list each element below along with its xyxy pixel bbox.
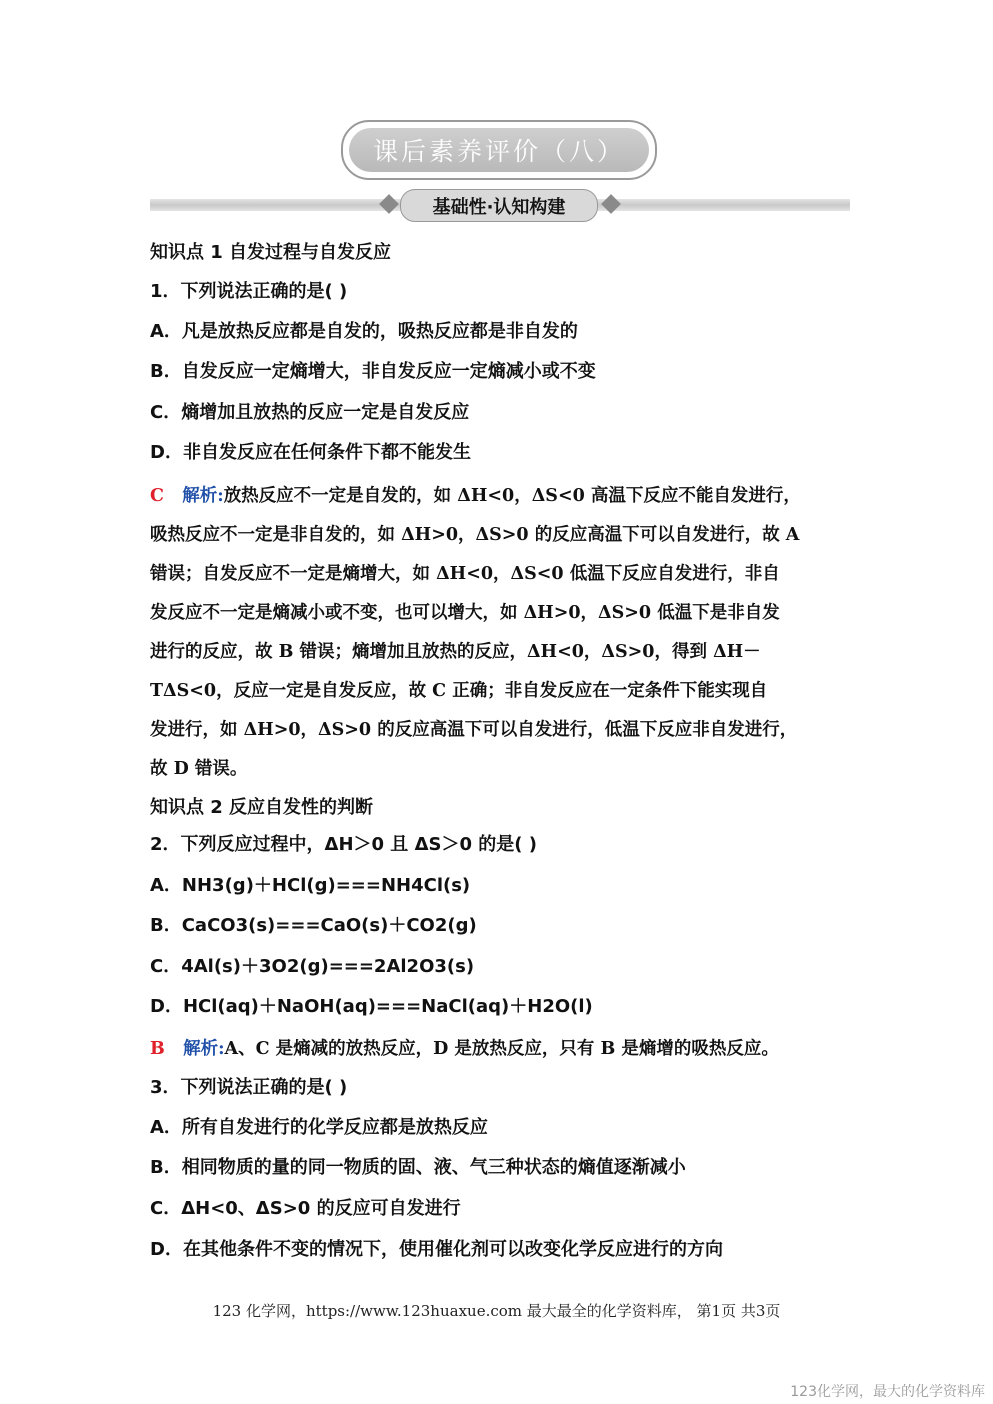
watermark: 123化学网，最大的化学资料库 (790, 1384, 985, 1400)
q3-option-a: A．所有自发进行的化学反应都是放热反应 (150, 1117, 488, 1138)
q1-analysis-label: 解析: (182, 486, 224, 506)
title-plate (349, 128, 649, 172)
q1-analysis-line-3: 错误；自发反应不一定是熵增大，如 ΔH<0，ΔS<0 低温下反应自发进行，非自 (150, 564, 780, 584)
q1-analysis-line-7: 发进行，如 ΔH>0，ΔS>0 的反应高温下可以自发进行，低温下反应非自发进行， (150, 720, 798, 740)
knowledge-point-1-heading: 知识点 1 自发过程与自发反应 (150, 242, 392, 263)
q2-stem: 2．下列反应过程中，ΔH＞0 且 ΔS＞0 的是( ) (150, 834, 537, 855)
title-frame (341, 120, 657, 180)
q2-analysis (150, 1035, 779, 1060)
q1-option-d: D．非自发反应在任何条件下都不能发生 (150, 442, 471, 463)
q2-option-d: D．HCl(aq)＋NaOH(aq)===NaCl(aq)＋H2O(l) (150, 996, 593, 1017)
q2-option-a: A．NH3(g)＋HCl(g)===NH4Cl(s) (150, 875, 471, 896)
q1-option-b: B．自发反应一定熵增大，非自发反应一定熵减小或不变 (150, 361, 596, 382)
page-footer: 123 化学网，https://www.123huaxue.com 最大最全的化学资料库， 第1页 共3页 (212, 1302, 781, 1320)
q2-answer: B (150, 1039, 165, 1059)
q1-analysis-line-1 (150, 482, 801, 507)
q2-analysis-text: A、C 是熵减的放热反应，D 是放热反应，只有 B 是熵增的吸热反应。 (224, 1039, 779, 1059)
q1-analysis-line-2: 吸热反应不一定是非自发的，如 ΔH>0，ΔS>0 的反应高温下可以自发进行，故 A (150, 525, 800, 545)
q1-option-a: A．凡是放热反应都是自发的，吸热反应都是非自发的 (150, 321, 578, 342)
section-band-label: 基础性·认知构建 (400, 189, 598, 222)
q1-analysis-text-1: 放热反应不一定是自发的，如 ΔH<0，ΔS<0 高温下反应不能自发进行， (223, 486, 801, 506)
q1-analysis-line-5: 进行的反应，故 B 错误；熵增加且放热的反应，ΔH<0，ΔS>0，得到 ΔH－ (150, 642, 761, 662)
q3-option-d: D．在其他条件不变的情况下，使用催化剂可以改变化学反应进行的方向 (150, 1239, 723, 1260)
q3-stem: 3．下列说法正确的是( ) (150, 1077, 348, 1098)
q2-analysis-label: 解析: (183, 1039, 225, 1059)
q1-stem: 1．下列说法正确的是( ) (150, 281, 348, 302)
q1-answer: C (150, 486, 164, 506)
q1-analysis-line-4: 发反应不一定是熵减小或不变，也可以增大，如 ΔH>0，ΔS>0 低温下是非自发 (150, 603, 780, 623)
q2-option-b: B．CaCO3(s)===CaO(s)＋CO2(g) (150, 915, 477, 936)
q1-analysis-line-8: 故 D 错误。 (150, 759, 248, 779)
q3-option-b: B．相同物质的量的同一物质的固、液、气三种状态的熵值逐渐减小 (150, 1157, 686, 1178)
q1-option-c: C．熵增加且放热的反应一定是自发反应 (150, 402, 470, 423)
page-title: 课后素养评价（八） (372, 137, 625, 166)
q3-option-c: C．ΔH<0、ΔS>0 的反应可自发进行 (150, 1198, 461, 1219)
q2-option-c: C．4Al(s)＋3O2(g)===2Al2O3(s) (150, 956, 475, 977)
q1-analysis-line-6: TΔS<0，反应一定是自发反应，故 C 正确；非自发反应在一定条件下能实现自 (150, 681, 768, 701)
knowledge-point-2-heading: 知识点 2 反应自发性的判断 (150, 797, 374, 818)
